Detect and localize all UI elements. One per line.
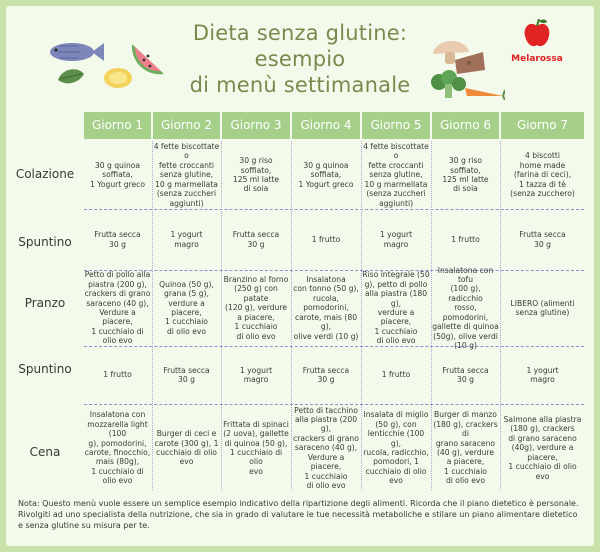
menu-cell-line: rosso, pomodorini, <box>442 303 489 322</box>
menu-cell-line: a piacere, <box>237 312 275 322</box>
menu-cell-line: senza glutine, <box>369 170 423 180</box>
fish-icon <box>50 43 104 61</box>
menu-cell <box>432 348 499 402</box>
menu-cell <box>84 272 151 344</box>
menu-cell <box>432 143 499 207</box>
menu-cell-text <box>153 280 220 336</box>
menu-cell-line: Insalata di miglio <box>363 410 429 420</box>
footer-note: Nota: Questo menù vuole essere un semplice esempio indicativo della ripartizione degli alimenti. Ricorda che il piano dietetico è personale. Rivolgiti ad uno specialista della nutrizione, che sia in grado di valutare le tue necessità metaboliche e stilare un piano alimentare dietetico e senza glutine su misura per te. <box>18 499 579 530</box>
menu-cell-line: aggiunti) <box>378 198 414 208</box>
menu-cell <box>292 272 360 344</box>
menu-cell-line: (40 g), verdure <box>436 448 495 457</box>
menu-cell-line: verdure a piacere, <box>168 298 205 317</box>
menu-cell-line: magro <box>243 375 269 384</box>
day-header: Giorno 3 <box>222 112 290 139</box>
menu-cell-line: saraceno (40 g), <box>294 443 358 453</box>
menu-cell-line: magro <box>383 239 409 249</box>
menu-cell-line: fette croccanti <box>368 160 424 170</box>
menu-cell-line: 1 cucchiaio di olio evo <box>91 466 144 486</box>
menu-cell-line: grano saraceno <box>435 438 496 448</box>
menu-cell-line: 1 cucchiaio di olio evo <box>91 326 144 346</box>
food-illustration-left-icon <box>40 30 170 100</box>
menu-cell-line: Frutta secca <box>519 230 566 240</box>
menu-cell-line: fette croccanti <box>158 160 215 170</box>
menu-cell <box>222 211 290 268</box>
menu-cell-text <box>153 429 220 467</box>
menu-cell-line: (50 g), con <box>375 419 417 429</box>
leaf-icon <box>58 69 84 83</box>
menu-cell <box>153 406 220 490</box>
menu-cell-line: soffiata, <box>310 170 342 180</box>
menu-cell-line: (50g), olive verdi <box>433 331 498 341</box>
menu-cell <box>222 406 290 490</box>
menu-cell-line: 1 cucchiaio <box>304 471 348 481</box>
menu-cell-line: 30 g quinoa <box>303 160 349 170</box>
menu-cell-line: Frutta secca <box>442 365 489 375</box>
menu-cell-line: cucchiaio di olio evo <box>365 466 427 486</box>
menu-cell-line: a piacere, <box>446 457 485 467</box>
menu-cell-line: (250 g) con patate <box>234 284 278 303</box>
menu-cell-line: 30 g riso <box>448 156 483 166</box>
menu-cell-text <box>303 366 349 385</box>
menu-cell-line: Quinoa (50 g), <box>159 279 214 289</box>
menu-cell-line: Frutta secca <box>302 365 350 375</box>
menu-cell-text <box>233 156 279 194</box>
menu-cell-line: di grano saraceno <box>508 433 577 443</box>
lemon-icon <box>104 68 132 88</box>
logo-text: Melarossa <box>511 54 563 64</box>
menu-cell-text <box>103 370 131 379</box>
menu-cell-line: di olio evo <box>236 331 276 341</box>
menu-cell-line: (senza zuccheri <box>156 189 217 199</box>
menu-cell-line: Petto di tacchino <box>294 405 358 415</box>
menu-cell-line: 4 fette biscottate o <box>363 142 429 161</box>
meal-label-colazione: Colazione <box>15 167 75 181</box>
menu-cell-text <box>153 142 220 208</box>
day-header: Giorno 2 <box>153 112 220 139</box>
menu-cell-line: piastra (200 g), <box>88 279 147 289</box>
menu-cell <box>153 348 220 402</box>
menu-cell-line: Riso integrale (50 <box>362 270 430 280</box>
menu-cell-line: di olio evo <box>376 336 416 346</box>
menu-cell-line: crackers di grano <box>293 433 359 443</box>
day-header: Giorno 5 <box>362 112 430 139</box>
menu-cell-line: evo <box>249 466 263 476</box>
menu-cell-line: (senza zuccheri <box>366 189 426 199</box>
menu-cell-line: aggiunti) <box>169 198 204 208</box>
menu-cell-line: rucola, radicchio, <box>363 448 429 457</box>
menu-cell-line: 1 yogurt <box>239 365 273 375</box>
menu-cell-text <box>362 270 430 345</box>
day-header: Giorno 1 <box>84 112 151 139</box>
menu-cell-line: di soia <box>453 184 478 194</box>
menu-cell-text <box>163 366 209 385</box>
menu-cell <box>501 211 584 268</box>
menu-cell-text <box>170 230 202 249</box>
menu-cell-line: Frittata di spinaci <box>223 419 289 429</box>
menu-cell-line: verdure a piacere, <box>377 308 415 327</box>
menu-cell <box>84 406 151 490</box>
menu-cell <box>432 265 499 350</box>
menu-cell-text <box>84 270 151 345</box>
menu-cell-line: di soia <box>243 184 269 194</box>
menu-cell-line: (10 g) <box>454 340 477 350</box>
menu-cell-line: crackers di grano <box>84 289 151 299</box>
menu-cell-line: (180 g), crackers di <box>433 419 498 439</box>
menu-cell <box>84 143 151 207</box>
menu-cell-line: con tonno (50 g), <box>293 284 359 294</box>
menu-cell-line: carote (300 g), 1 <box>154 438 219 448</box>
melarossa-logo <box>505 18 569 64</box>
menu-cell <box>501 143 584 207</box>
menu-cell-line: di olio evo <box>306 480 346 490</box>
menu-cell-text <box>501 415 584 481</box>
meal-label-spuntino-afternoon: Spuntino <box>18 362 72 376</box>
menu-cell-line: gallette di quinoa <box>432 322 499 332</box>
menu-cell <box>362 211 430 268</box>
menu-cell-line: di quinoa (50 g), <box>224 438 288 448</box>
menu-cell-line: 1 frutto <box>451 234 480 244</box>
menu-cell-line: di olio evo <box>166 326 207 336</box>
menu-cell-line: (2 uova), gallette <box>223 429 289 439</box>
menu-cell-line: 1 tazza di tè <box>519 179 566 189</box>
menu-cell-line: senza glutine, <box>159 170 214 180</box>
menu-cell-line: (senza zucchero) <box>510 189 575 199</box>
menu-cell <box>362 406 430 490</box>
day-header: Giorno 7 <box>501 112 584 139</box>
menu-cell-line: olive verdi (10 g) <box>293 331 359 341</box>
day-header: Giorno 6 <box>432 112 499 139</box>
menu-cell <box>153 272 220 344</box>
menu-cell-line: 30 g <box>109 239 126 249</box>
menu-cell-text <box>442 366 488 385</box>
menu-cell-line: 1 yogurt <box>526 365 559 375</box>
menu-cell <box>501 406 584 490</box>
day-header: Giorno 4 <box>292 112 360 139</box>
menu-cell-text <box>233 230 279 249</box>
food-illustration-right-icon <box>425 30 505 100</box>
menu-cell-text <box>84 410 151 485</box>
menu-cell-line: 10 g marmellata <box>364 179 428 189</box>
menu-cell-line: Burger di manzo <box>434 410 497 420</box>
menu-cell-line: (120 g), verdure <box>225 303 287 313</box>
menu-cell-text <box>510 151 575 198</box>
menu-cell-line: 1 cucchiaio <box>444 466 487 476</box>
menu-cell-line: 4 fette biscottate o <box>153 142 220 161</box>
menu-cell-text <box>519 230 565 249</box>
menu-cell-line: 10 g marmellata <box>155 179 218 189</box>
menu-cell <box>432 406 499 490</box>
menu-cell-line: mais (80g), <box>95 457 140 467</box>
meal-label-pranzo: Pranzo <box>24 296 66 310</box>
meal-label-spuntino-morning: Spuntino <box>18 235 72 249</box>
menu-cell-line: 1 frutto <box>311 234 341 244</box>
menu-cell-line: magro <box>174 239 199 249</box>
menu-cell-line: 30 g <box>457 375 474 384</box>
menu-cell-line: senza glutine) <box>515 308 570 317</box>
menu-cell-line: g), pomodorini, <box>88 438 147 448</box>
menu-cell-line: (40g), verdure a <box>511 443 574 453</box>
menu-cell-text <box>432 266 499 351</box>
menu-cell-line: 1 cucchiaio <box>165 317 208 327</box>
menu-cell-text <box>292 275 360 341</box>
menu-cell-line: Insalatona con <box>89 410 146 420</box>
menu-cell-line: carote, mais (80 g), <box>294 312 358 332</box>
menu-cell-text <box>362 142 430 208</box>
menu-cell-line: soffiato, <box>240 165 272 175</box>
menu-cell-line: saraceno (40 g), <box>86 298 149 308</box>
menu-cell <box>432 211 499 268</box>
menu-cell-line: 1 cucchiaio di olio <box>229 448 283 467</box>
menu-cell-text <box>382 370 410 379</box>
row-separator <box>84 270 584 271</box>
menu-cell-line: 30 g quinoa <box>94 160 141 170</box>
menu-cell-line: Salmone alla piastra <box>503 415 582 425</box>
menu-cell-line: Insalatona <box>306 275 346 285</box>
menu-cell-line: 30 g <box>247 239 265 249</box>
menu-cell-line: piacere, <box>527 452 558 462</box>
menu-cell <box>153 211 220 268</box>
menu-cell-line: 30 g <box>317 375 335 384</box>
menu-cell-line: (farina di ceci), <box>513 170 572 180</box>
menu-cell <box>501 348 584 402</box>
menu-cell-line: cucchiaio di olio evo <box>156 448 217 467</box>
menu-cell <box>292 348 360 402</box>
menu-cell-line: Insalatona con tofu <box>437 265 494 285</box>
menu-cell-line: Frutta secca <box>163 365 210 375</box>
menu-cell-line: magro <box>530 375 555 384</box>
menu-cell-line: 30 g <box>534 239 551 249</box>
menu-cell-text <box>222 420 290 476</box>
menu-cell <box>153 143 220 207</box>
menu-cell-text <box>299 161 354 189</box>
menu-cell <box>222 348 290 402</box>
menu-cell <box>362 272 430 344</box>
menu-cell-line: di olio evo <box>445 476 486 486</box>
menu-cell-line: 125 ml latte <box>442 175 489 184</box>
menu-cell-text <box>432 410 499 485</box>
menu-cell-text <box>292 406 360 491</box>
page-title <box>170 20 430 98</box>
menu-cell-line: pomodori, 1 <box>373 457 419 467</box>
menu-cell-line: Verdure a piacere, <box>99 308 136 327</box>
menu-cell-line: Branzino al forno <box>223 275 289 285</box>
menu-cell-text <box>90 161 145 189</box>
menu-cell-line: alla piastra (180 g), <box>364 289 428 308</box>
row-separator <box>84 346 584 347</box>
menu-cell-line: Frutta secca <box>94 230 141 240</box>
watermelon-icon <box>132 44 164 74</box>
menu-cell-line: 125 ml latte <box>232 175 280 184</box>
menu-cell-line: soffiato, <box>450 165 481 175</box>
menu-cell-line: LIBERO (alimenti <box>510 298 575 308</box>
menu-cell <box>222 272 290 344</box>
menu-cell-line: g), petto di pollo <box>364 279 428 289</box>
menu-cell-line: (100 g), radicchio <box>448 284 483 303</box>
title-line-3: di menù settimanale <box>189 73 411 97</box>
carrot-icon <box>465 88 505 100</box>
menu-cell-line: grana (5 g), <box>164 289 209 299</box>
menu-cell-line: (180 g), crackers <box>510 424 575 434</box>
menu-cell-text <box>312 235 340 244</box>
menu-cell-line: 1 Yogurt greco <box>298 179 354 189</box>
menu-cell-line: 1 yogurt <box>170 230 203 240</box>
menu-cell-line: Petto di pollo alla <box>84 270 151 280</box>
menu-cell-text <box>362 410 430 485</box>
menu-cell-line: home made <box>519 160 566 170</box>
menu-cell-line: Frutta secca <box>232 230 280 240</box>
menu-cell <box>84 211 151 268</box>
menu-cell-line: 1 yogurt <box>379 230 413 240</box>
menu-cell-line: 1 cucchiaio <box>374 326 418 336</box>
menu-cell-text <box>94 230 140 249</box>
menu-cell-line: soffiata, <box>102 170 133 180</box>
menu-cell-line: rucola, pomodorini, <box>303 293 349 313</box>
menu-cell <box>222 143 290 207</box>
menu-cell-line: 30 g riso <box>239 156 273 166</box>
menu-cell <box>292 143 360 207</box>
menu-cell-line: 1 frutto <box>103 370 132 380</box>
title-line-1: Dieta senza glutine: <box>192 21 408 45</box>
menu-cell-text <box>526 366 558 385</box>
row-separator <box>84 209 584 210</box>
menu-cell <box>362 348 430 402</box>
menu-cell-line: 4 biscotti <box>524 151 561 161</box>
menu-cell-line: 30 g <box>178 375 195 384</box>
menu-cell <box>84 348 151 402</box>
menu-cell <box>501 272 584 344</box>
menu-cell-line: 1 Yogurt greco <box>90 179 145 189</box>
menu-cell-text <box>442 156 488 194</box>
menu-cell-line: 1 cucchiaio <box>234 322 278 332</box>
menu-cell-text <box>451 235 479 244</box>
menu-cell-line: Verdure a piacere, <box>307 452 345 472</box>
title-line-2: esempio <box>254 47 346 71</box>
menu-cell-text <box>511 299 575 318</box>
menu-cell-text <box>222 275 290 341</box>
menu-cell-text <box>380 230 412 249</box>
menu-cell-line: 1 cucchiaio di olio evo <box>508 462 577 481</box>
broccoli-icon <box>431 70 466 98</box>
menu-cell <box>292 406 360 490</box>
apple-icon <box>523 18 551 48</box>
menu-cell-line: mozzarella light (100 <box>87 419 148 439</box>
menu-cell-line: alla piastra (200 g), <box>294 415 358 434</box>
menu-cell <box>362 143 430 207</box>
meal-label-cena: Cena <box>29 445 61 459</box>
menu-cell-text <box>240 366 272 385</box>
menu-cell <box>292 211 360 268</box>
menu-cell-line: Burger di ceci e <box>156 429 217 439</box>
menu-cell-line: lenticchie (100 g), <box>367 429 425 448</box>
menu-cell-line: 1 frutto <box>381 370 411 380</box>
cheese-icon <box>455 52 485 74</box>
menu-cell-line: carote, finocchio, <box>84 448 151 457</box>
